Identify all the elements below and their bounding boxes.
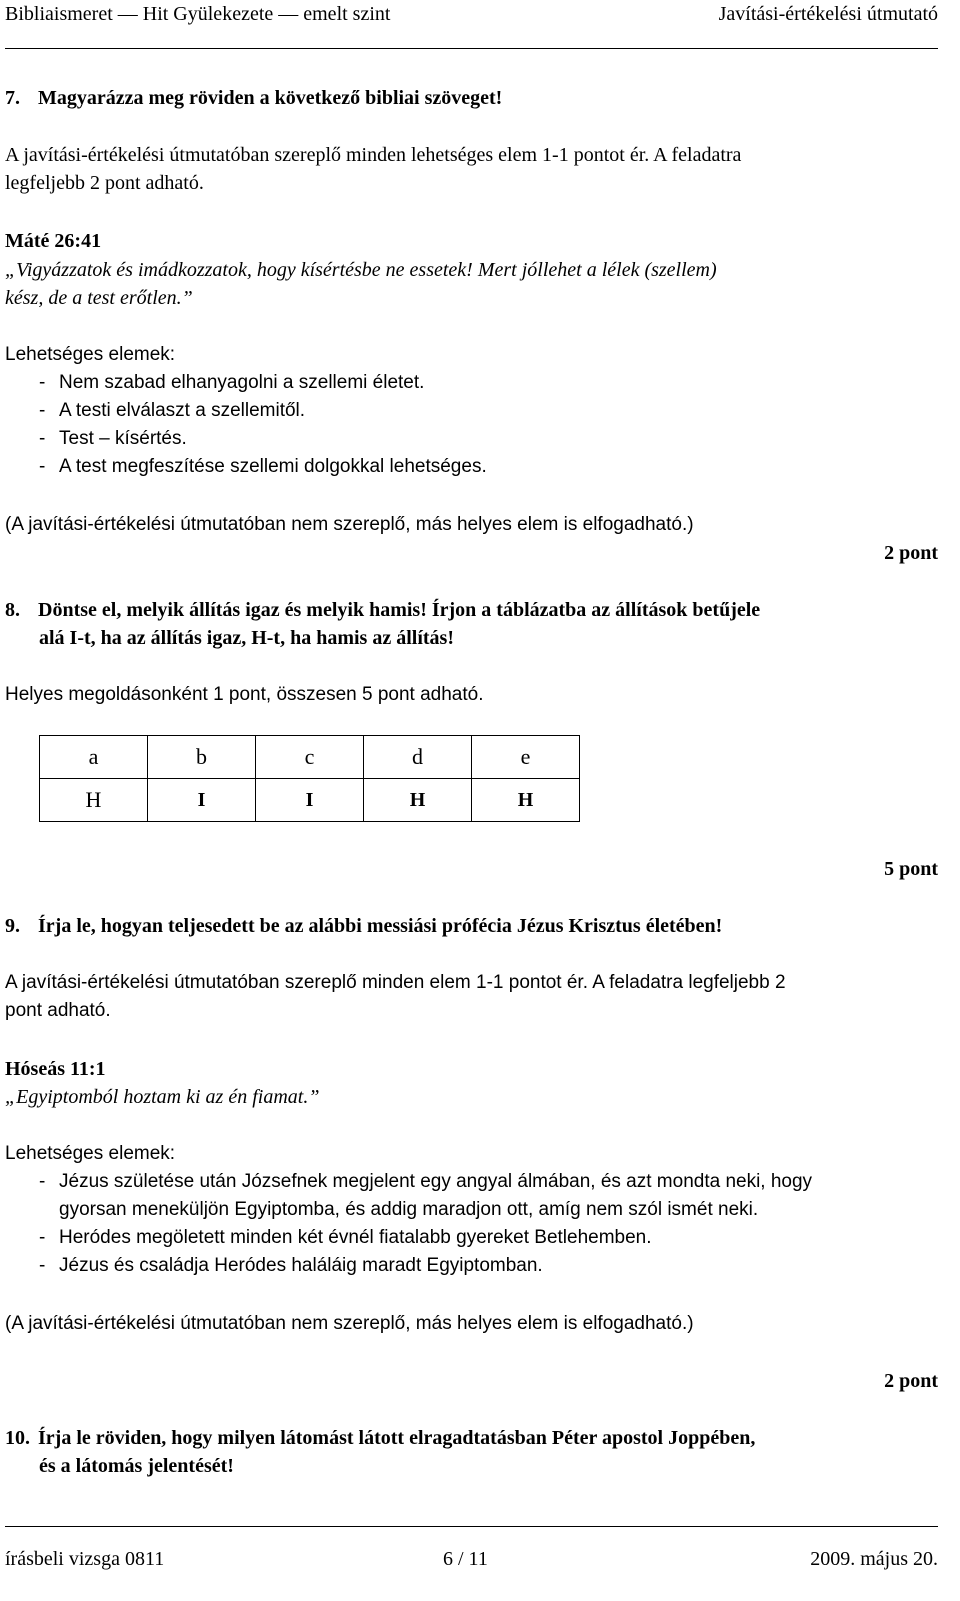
q7-title-text: Magyarázza meg röviden a következő bibliai szöveget! [38,87,503,109]
q8-letter-cell: d [364,736,472,779]
q9-item: - Jézus és családja Heródes haláláig maradt Egyiptomban. [39,1255,543,1276]
q8-letter-cell: a [40,736,148,779]
q7-title [5,84,502,112]
q7-item-text: Test – kísértés. [59,428,187,449]
q9-quote: „Egyiptomból hoztam ki az én fiamat.” [5,1086,320,1108]
document-page [5,0,938,1601]
q7-quote-line2: kész, de a test erőtlen.” [5,287,193,309]
page-header [5,0,938,29]
q8-letter-cell: c [256,736,364,779]
footer-exam-code: írásbeli vizsga 0811 [5,1548,165,1570]
q8-letter-cell: e [472,736,580,779]
q9-item: - Jézus születése után Józsefnek megjelent egy angyal álmában, és azt mondta neki, hogy [39,1171,813,1192]
q8-answer-row [40,779,580,822]
q10-number: 10. [5,1427,30,1449]
q7-elements-label: Lehetséges elemek: [5,344,176,365]
footer-page-number: 6 / 11 [443,1548,488,1570]
q8-answer-cell: I [148,779,256,822]
q7-item-text: A testi elválaszt a szellemitől. [59,400,306,421]
q9-note: (A javítási-értékelési útmutatóban nem szereplő, más helyes elem is elfogadható.) [5,1313,694,1334]
footer-rule [5,1526,938,1527]
q7-reference: Máté 26:41 [5,230,102,252]
q8-title-line1 [5,596,760,624]
q7-instruction-line1: A javítási-értékelési útmutatóban szereplő minden lehetséges elem 1-1 pontot ér. A feladatra [5,144,742,166]
q10-title-line1 [5,1424,755,1452]
q7-note: (A javítási-értékelési útmutatóban nem szereplő, más helyes elem is elfogadható.) [5,514,694,535]
q8-letter-row [40,736,580,779]
footer-date: 2009. május 20. [810,1548,938,1570]
q7-item: - Test – kísértés. [39,428,187,449]
q8-points: 5 pont [884,858,938,880]
header-rule [5,48,938,49]
q8-number: 8. [5,599,20,621]
q7-points: 2 pont [884,542,938,564]
q7-item-text: Nem szabad elhanyagolni a szellemi életet. [59,372,425,393]
q8-title-line2: alá I-t, ha az állítás igaz, H-t, ha hamis az állítás! [39,627,454,649]
q8-instruction: Helyes megoldásonként 1 pont, összesen 5 pont adható. [5,684,484,705]
q7-item: - Nem szabad elhanyagolni a szellemi életet. [39,372,425,393]
q9-instruction-line1: A javítási-értékelési útmutatóban szereplő minden elem 1-1 pontot ér. A feladatra legfeljebb 2 [5,972,786,993]
q8-title-text: Döntse el, melyik állítás igaz és melyik hamis! Írjon a táblázatba az állítások betűjele [38,599,761,621]
q9-title [5,912,722,940]
q9-item-text: Heródes megöletett minden két évnél fiatalabb gyereket Betlehemben. [59,1227,652,1248]
q8-answer-cell: I [256,779,364,822]
q9-item-text: Jézus és családja Heródes haláláig maradt Egyiptomban. [59,1255,543,1276]
q10-title-line2: és a látomás jelentését! [39,1455,234,1477]
page-footer [5,1545,938,1573]
q7-item-text: A test megfeszítése szellemi dolgokkal lehetséges. [59,456,487,477]
q8-answer-cell: H [40,779,148,822]
q9-title-text: Írja le, hogyan teljesedett be az alábbi messiási prófécia Jézus Krisztus életében! [38,915,723,937]
q7-number: 7. [5,87,20,109]
q9-item-text: Jézus születése után Józsefnek megjelent egy angyal álmában, és azt mondta neki, hogy [59,1171,813,1192]
q9-elements-label: Lehetséges elemek: [5,1143,176,1164]
q8-answer-cell: H [472,779,580,822]
q9-item: - Heródes megöletett minden két évnél fiatalabb gyereket Betlehemben. [39,1227,652,1248]
q8-letter-cell: b [148,736,256,779]
q9-reference: Hóseás 11:1 [5,1058,106,1080]
q9-instruction-line2: pont adható. [5,1000,111,1021]
q7-quote-line1: „Vigyázzatok és imádkozzatok, hogy kísértésbe ne essetek! Mert jóllehet a lélek (szellem) [5,259,717,281]
q8-answer-table [39,735,580,822]
q8-answer-cell: H [364,779,472,822]
q7-item: - A test megfeszítése szellemi dolgokkal lehetséges. [39,456,487,477]
header-subject: Bibliaismeret — Hit Gyülekezete — emelt szint [5,3,391,25]
q7-item: - A testi elválaszt a szellemitől. [39,400,306,421]
q9-number: 9. [5,915,20,937]
q10-title-text: Írja le röviden, hogy milyen látomást látott elragadtatásban Péter apostol Joppében, [38,1427,756,1449]
q9-item-continuation: gyorsan meneküljön Egyiptomba, és addig maradjon ott, amíg nem szól ismét neki. [59,1199,759,1220]
q7-instruction-line2: legfeljebb 2 pont adható. [5,172,204,194]
q9-points: 2 pont [884,1370,938,1392]
header-doc-type: Javítási-értékelési útmutató [718,3,938,25]
